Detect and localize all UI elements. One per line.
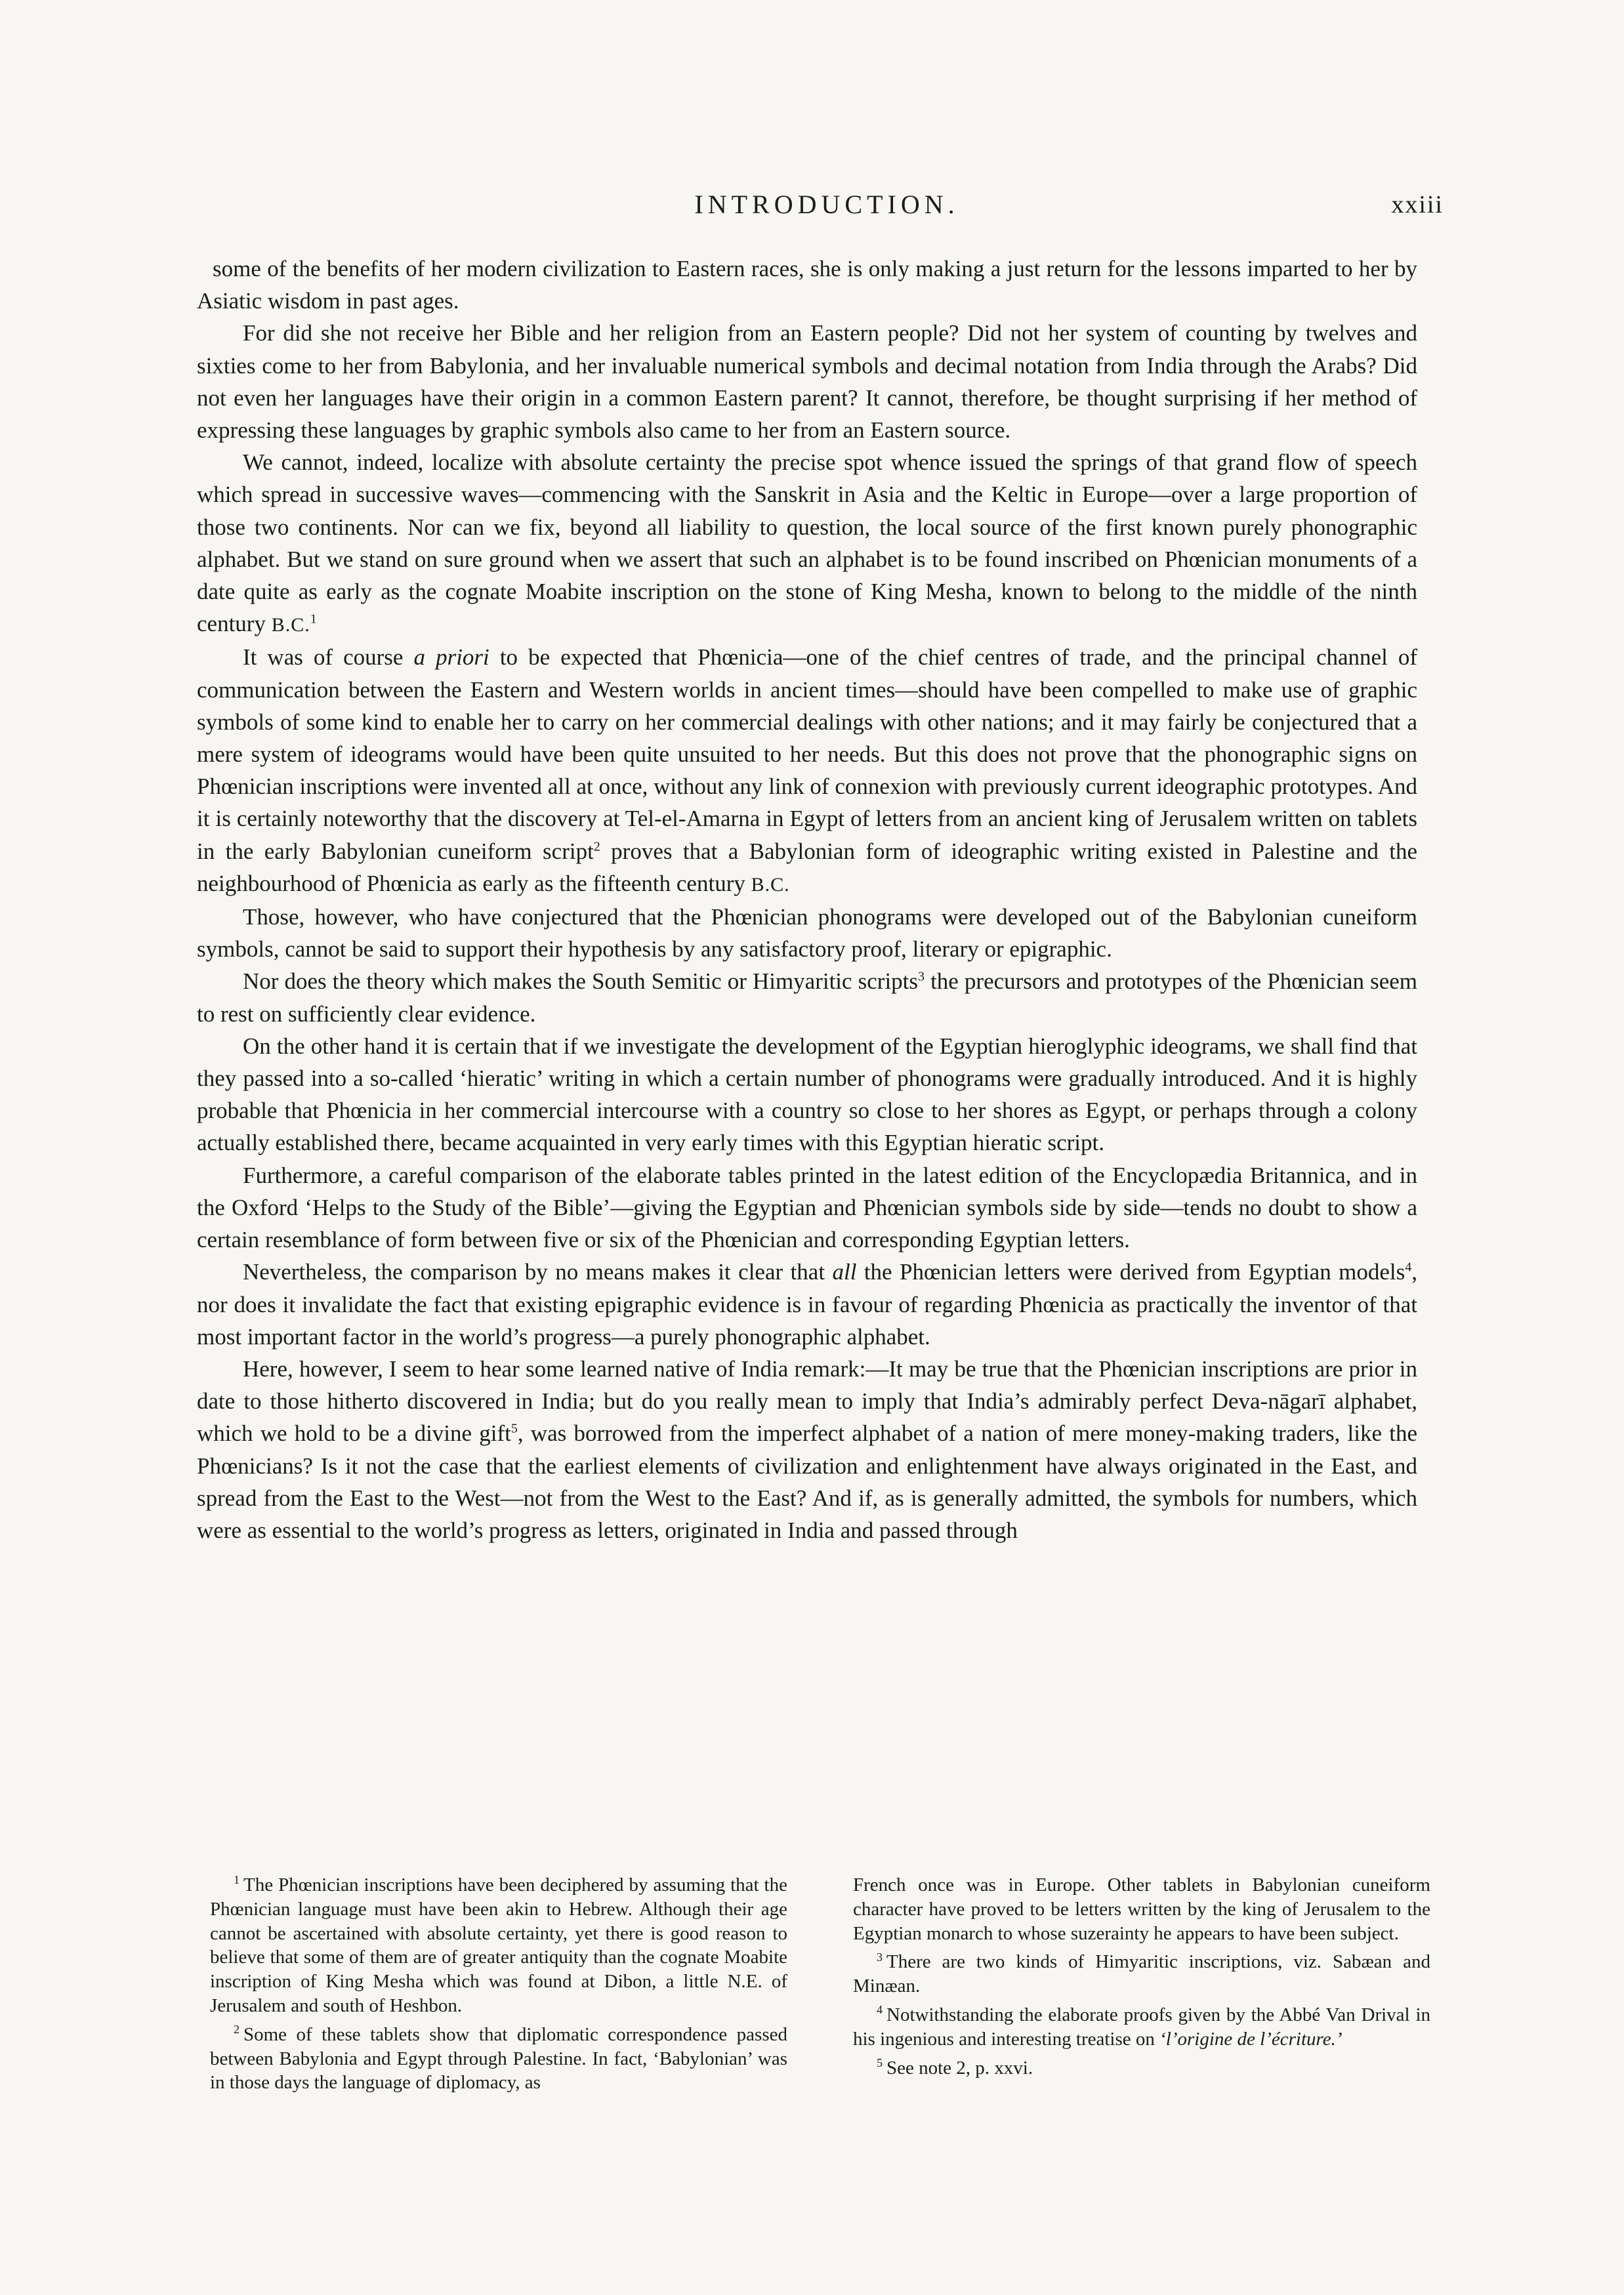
paragraph-4: It was of course a priori to be expected that Phœnicia—one of the chief centres of trade, and the principal channel of communication between the Eastern and Western worlds in ancient times—should have been compelled to make use of graphic symbols of some kind to enable her to carry on her commercial dealings with other nations; and it may fairly be conjectured that a mere system of ideograms would have been quite unsuited to her needs. But this does not prove that the phonographic signs on Phœnician inscriptions were invented all at once, without any link of connexion with previously current ideographic prototypes. And it is certainly noteworthy that the discovery at Tel-el-Amarna in Egypt of letters from an ancient king of Jerusalem written on tablets in the early Babylonian cuneiform script$^2$ proves that a Babylonian form of ideographic writing existed in Palestine and the neighbourhood of Phœnicia as early as the fifteenth century B.C. [197,644,1417,896]
paragraph-10: Here, however, I seem to hear some learned native of India remark:—It may be true that the Phœnician inscriptions are prior in date to those hitherto discovered in India; but do you really mean to imply that India’s admirably perfect Deva-nāgarī alphabet, which we hold to be a divine gift$^5$, was borrowed from the imperfect alphabet of a nation of mere money-making traders, like the Phœnicians? Is it not the case that the earliest elements of civilization and enlightenment have always originated in the East, and spread from the East to the West—not from the West to the East? And if, as is generally admitted, the symbols for numbers, which were as essential to the world’s progress as letters, originated in India and passed through [197,1355,1417,1543]
footnote-ref-5: 5 [510,1421,518,1436]
paragraph-6: Nor does the theory which makes the South Semitic or Himyaritic scripts$^3$ the precursors and prototypes of the Phœnician seem to rest on sufficiently clear evidence. [197,968,1417,1027]
footnotes [210,1873,1430,2099]
footnote-ref-4: 4 [1405,1260,1412,1275]
footnote-5: $^5$ See note 2, p. xxvi. [877,2056,1033,2078]
footnotes-left-column [210,1873,787,2099]
paragraph-1: some of the benefits of her modern civilization to Eastern races, she is only making a just return for the lessons imparted to her by Asiatic wisdom in past ages. [197,256,1417,314]
footnote-ref-2: 2 [593,839,600,854]
body-text [197,253,1417,1546]
paragraph-9: Nevertheless, the comparison by no means makes it clear that all the Phœnician letters were derived from Egyptian models$^4$, nor does it invalidate the fact that existing epigraphic evidence is in favour of regarding Phœnicia as practically the inventor of that most important factor in the world’s progress—a purely phonographic alphabet. [197,1259,1417,1350]
emphasis-all: all [832,1259,857,1285]
era-abbreviation: B.C. [751,873,790,896]
footnote-4: $^4$ Notwithstanding the elaborate proofs given by the Abbé Van Drival in his ingenious and interesting treatise on ‘l’origine de l’écriture.’ [853,2003,1430,2050]
paragraph-2: For did she not receive her Bible and her religion from an Eastern people? Did not her system of counting by twelves and sixties come to her from Babylonia, and her invaluable numerical symbols and decimal notation from India through the Arabs? Did not even her languages have their origin in a common Eastern parent? It cannot, therefore, be thought surprising if her method of expressing these languages by graphic symbols also came to her from an Eastern source. [197,320,1417,444]
footnote-ref-1: 1 [310,611,317,627]
paragraph-3: We cannot, indeed, localize with absolute certainty the precise spot whence issued the springs of that grand flow of speech which spread in successive waves—commencing with the Sanskrit in Asia and the Keltic in Europe—over a large proportion of those two continents. Nor can we fix, beyond all liability to question, the local source of the first known purely phonographic alphabet. But we stand on sure ground when we assert that such an alphabet is to be found inscribed on Phœnician monuments of a date quite as early as the cognate Moabite inscription on the stone of King Mesha, known to belong to the middle of the ninth century B.C.$^1$ [197,449,1417,637]
page-number: xxiii [1391,191,1444,218]
footnote-2-continued: French once was in Europe. Other tablets in Babylonian cuneiform character have proved to be letters written by the king of Jerusalem to the Egyptian monarch to whose suzerainty he appears to have been subject. [853,1874,1430,1944]
paragraph-5: Those, however, who have conjectured that the Phœnician phonograms were developed out of the Babylonian cuneiform symbols, cannot be said to support their hypothesis by any satisfactory proof, literary or epigraphic. [197,904,1417,962]
running-head [210,189,1444,228]
footnotes-right-column [853,1873,1430,2099]
footnote-ref-3: 3 [918,969,925,984]
paragraph-8: Furthermore, a careful comparison of the elaborate tables printed in the latest edition of the Encyclopædia Britannica, and in the Oxford ‘Helps to the Study of the Bible’—giving the Egyptian and Phœnician symbols side by side—tends no doubt to show a certain resemblance of form between five or six of the Phœnician and corresponding Egyptian letters. [197,1162,1417,1253]
emphasis-treatise-title: ‘l’origine de l’écriture.’ [1159,2028,1343,2050]
footnote-3: $^3$ There are two kinds of Himyaritic inscriptions, viz. Sabæan and Minæan. [853,1950,1430,1997]
running-head-title: INTRODUCTION. [694,190,959,219]
footnote-1: $^1$ The Phœnician inscriptions have been deciphered by assuming that the Phœnician language must have been akin to Hebrew. Although their age cannot be ascertained with absolute certainty, yet there is good reason to believe that some of them are of greater antiquity than the cognate Moabite inscription of King Mesha which was found at Dibon, a little N.E. of Jerusalem and south of Heshbon. [210,1873,787,2016]
emphasis-a-priori: a priori [413,644,489,671]
paragraph-7: On the other hand it is certain that if we investigate the development of the Egyptian hieroglyphic ideograms, we shall find that they passed into a so-called ‘hieratic’ writing in which a certain number of phonograms were gradually introduced. And it is highly probable that Phœnicia in her commercial intercourse with a country so close to her shores as Egypt, or perhaps through a colony actually established there, became acquainted in very early times with this Egyptian hieratic script. [197,1033,1417,1156]
footnote-2: $^2$ Some of these tablets show that diplomatic correspondence passed between Babylonia and Egypt through Palestine. In fact, ‘Babylonian’ was in those days the language of diplomacy, as [210,2023,787,2094]
era-abbreviation: B.C. [271,614,310,636]
